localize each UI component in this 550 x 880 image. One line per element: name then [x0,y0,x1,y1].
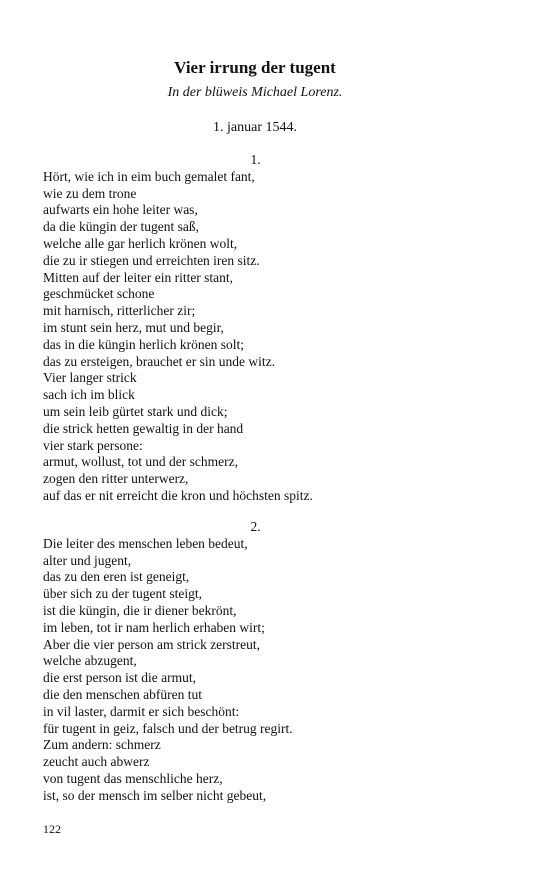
verse-line: zogen den ritter unterwerz, [43,471,189,487]
verse-line: auf das er nit erreicht die kron und höchsten spitz. [43,487,313,503]
poem-date: 1. januar 1544. [213,120,297,135]
verse-line: Aber die vier person am strick zerstreut, [43,636,261,652]
verse-line: armut, wollust, tot und der schmerz, [43,454,238,470]
verse-line: von tugent das menschliche herz, [43,770,223,786]
verse-line: aufwarts ein hohe leiter was, [43,202,198,218]
verse-line: um sein leib gürtet stark und dick; [43,403,228,419]
verse-line: in vil laster, darmit er sich beschönt: [43,703,240,719]
verse-line: die erst person ist die armut, [43,670,196,686]
verse-line: Die leiter des menschen leben bedeut, [43,535,248,551]
verse-line: das zu den eren ist geneigt, [43,569,190,585]
verse-line: Zum andern: schmerz [43,737,161,753]
verse-line: für tugent in geiz, falsch und der betrug regirt. [43,720,293,736]
verse-line: geschmücket schone [43,286,155,302]
verse-line: ist, so der mensch im selber nicht gebeut, [43,787,267,803]
poem-subtitle: In der blüweis Michael Lorenz. [167,85,343,100]
verse-line: Mitten auf der leiter ein ritter stant, [43,269,234,285]
poem-title: Vier irrung der tugent [174,58,336,77]
verse-line: die den menschen abfüren tut [43,686,202,702]
verse-line: wie zu dem trone [43,185,137,201]
verse-line: die strick hetten gewaltig in der hand [43,420,244,436]
verse-line: über sich zu der tugent steigt, [43,586,202,602]
verse-line: mit harnisch, ritterlicher zir; [43,303,196,319]
verse-line: welche abzugent, [43,653,137,669]
stanza-number: 2. [250,519,261,534]
verse-line: das zu ersteigen, brauchet er sin unde witz. [43,353,276,369]
verse-line: sach ich im blick [43,387,135,403]
stanza-2 [43,519,483,805]
page-number: 122 [43,822,61,836]
verse-line: alter und jugent, [43,552,132,568]
verse-line: Vier langer strick [43,370,137,386]
stanza-number: 1. [250,152,261,167]
verse-line: im stunt sein herz, mut und begir, [43,319,224,335]
verse-line: zeucht auch abwerz [43,754,150,770]
verse-line: im leben, tot ir nam herlich erhaben wirt; [43,619,265,635]
verse-line: welche alle gar herlich krönen wolt, [43,235,238,251]
verse-line: da die küngin der tugent saß, [43,219,199,235]
stanza-1 [43,152,483,505]
verse-line: vier stark persone: [43,437,143,453]
verse-line: ist die küngin, die ir diener bekrönt, [43,602,237,618]
verse-line: Hört, wie ich in eim buch gemalet fant, [43,168,255,184]
verse-line: die zu ir stiegen und erreichten iren sitz. [43,252,260,268]
verse-line: das in die küngin herlich krönen solt; [43,336,244,352]
